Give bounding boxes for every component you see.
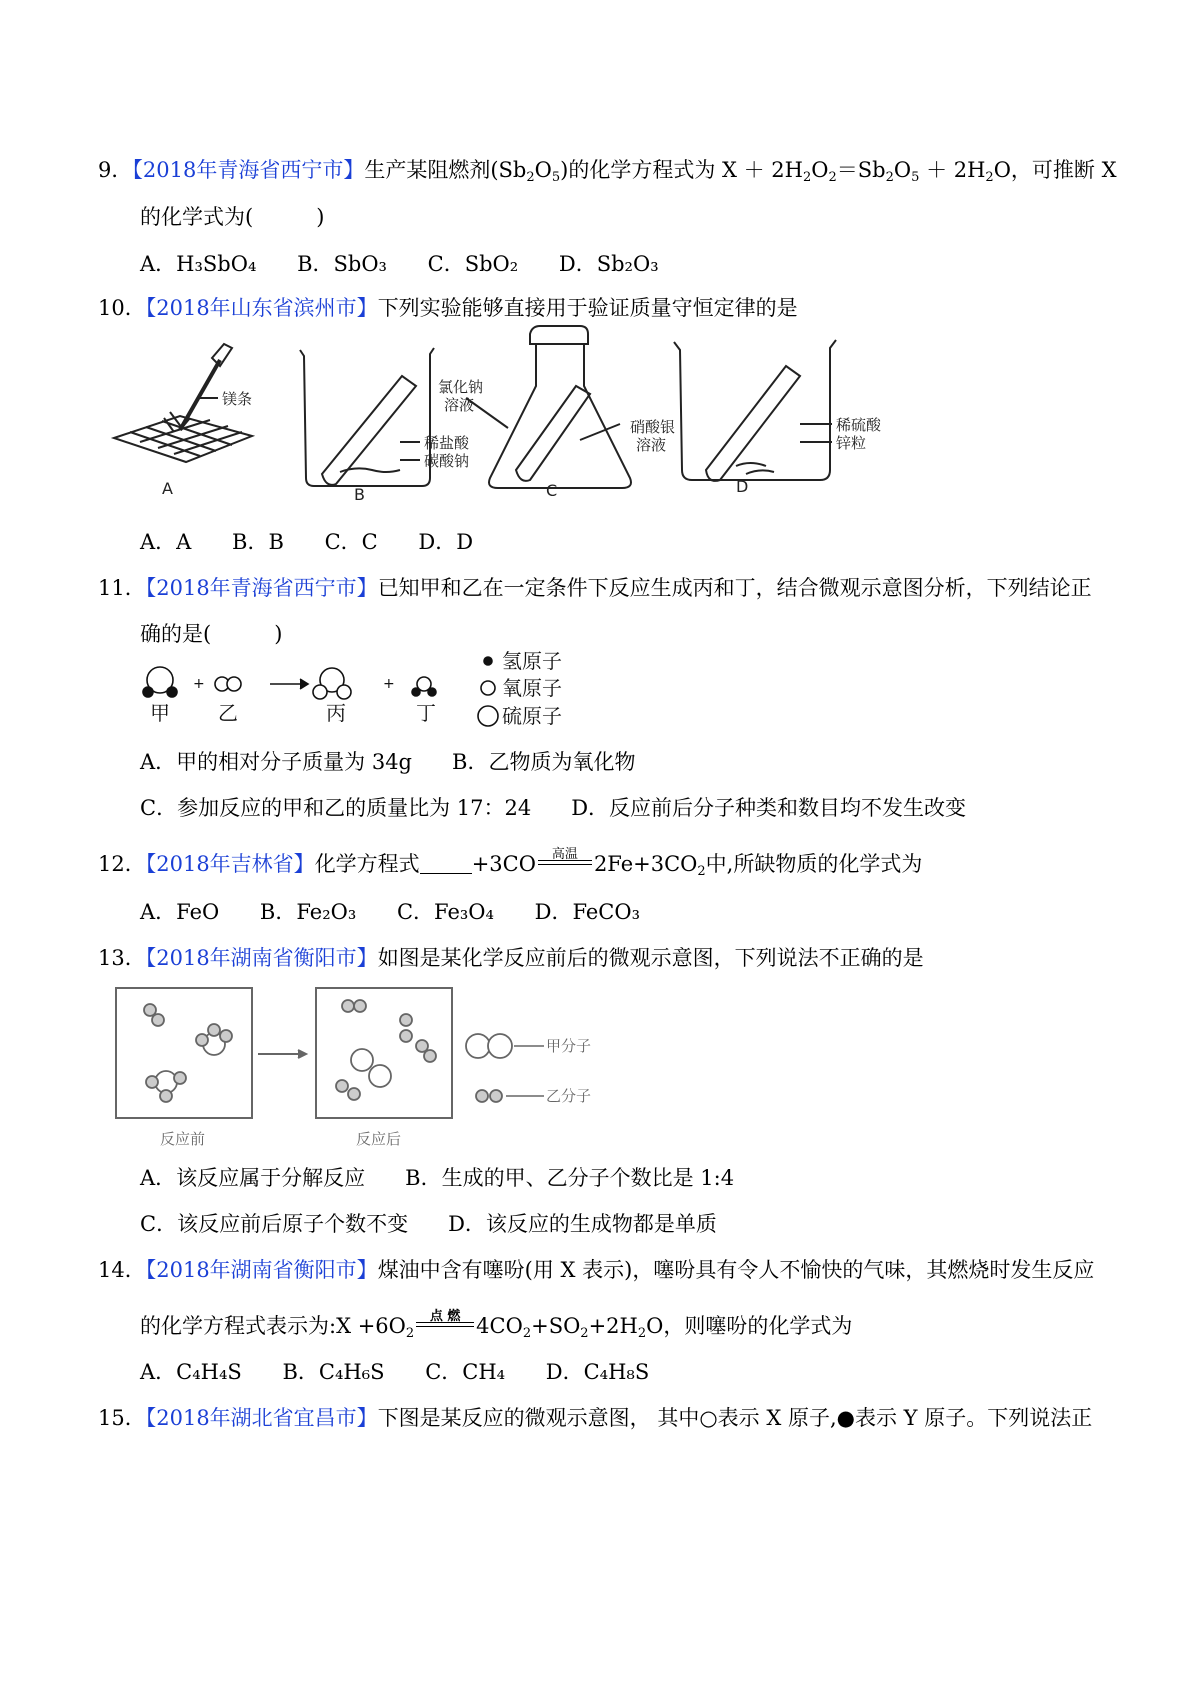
q14-stem-line1: 14．【2018年湖南省衡阳市】煤油中含有噻吩(用 X 表示)，噻吩具有令人不愉快的气味，其燃烧时发生反应 xyxy=(98,1258,1095,1282)
q10-c-text3: 硝酸银 xyxy=(630,418,676,436)
q15-stem-line1: 15．【2018年湖北省宜昌市】下图是某反应的微观示意图， 其中○表示 X 原子,●表示 Y 原子。下列说法正 xyxy=(98,1406,1093,1430)
q11-option-b[interactable]: B．乙物质为氧化物 xyxy=(452,750,636,774)
q9-source: 【2018年青海省西宁市】 xyxy=(132,158,365,182)
q11-label-ding: 丁 xyxy=(416,701,436,725)
q12-option-c[interactable]: C．Fe₃O₄ xyxy=(396,900,494,924)
q10-c-apparatus xyxy=(489,326,631,488)
q13-options-row1 xyxy=(140,1164,734,1192)
q11-source: 【2018年青海省西宁市】 xyxy=(145,576,378,600)
q12-option-d[interactable]: D．FeCO₃ xyxy=(534,900,641,924)
q12-answer-blank[interactable] xyxy=(420,855,472,874)
q10-c-text2: 溶液 xyxy=(444,396,475,414)
q10-b-apparatus xyxy=(300,348,434,486)
q9-options xyxy=(140,250,693,278)
q10-b-label: B xyxy=(354,485,365,504)
q13-before-label: 反应前 xyxy=(160,1130,206,1148)
q14-stem-line2: 的化学方程式表示为:X $+6O_2$ 点 燃 $4CO_2+SO_2+2H_2O$，则噻吩的化学式为 xyxy=(140,1309,853,1341)
q9-stem-line1: 9．【2018年青海省西宁市】生产某阻燃剂$(Sb_2O_5)$的化学方程式为 $X + 2H_2O_2=Sb_2O_5 + 2H_2O$，可推断 X xyxy=(98,158,1117,185)
q11-label-yi: 乙 xyxy=(218,701,238,725)
q10-d-text2: 锌粒 xyxy=(836,434,867,452)
q11-options-row2 xyxy=(140,794,966,822)
q14-options xyxy=(140,1358,683,1386)
q10-a-text: 镁条 xyxy=(222,390,253,408)
q12-source: 【2018年吉林省】 xyxy=(145,852,315,876)
q11-legend-o: 氧原子 xyxy=(502,676,562,700)
q14-option-a[interactable]: A．C₄H₄S xyxy=(140,1360,242,1384)
q13-options-row2 xyxy=(140,1210,717,1238)
q13-legend-jia: 甲分子 xyxy=(546,1037,592,1055)
q9-stem-line2: 的化学式为( ) xyxy=(140,205,325,229)
q10-b-text2: 碳酸钠 xyxy=(424,452,470,470)
q9-option-b[interactable]: B．SbO₃ xyxy=(297,252,387,276)
q10-option-b[interactable]: B．B xyxy=(232,530,284,554)
q11-legend-h: 氢原子 xyxy=(502,649,562,673)
q10-source: 【2018年山东省滨州市】 xyxy=(145,296,378,320)
q11-option-a[interactable]: A．甲的相对分子质量为 34g xyxy=(140,750,413,774)
q10-c-text1: 氯化钠 xyxy=(438,378,484,396)
q10-d-text1: 稀硫酸 xyxy=(836,416,882,434)
q11-option-c[interactable]: C．参加反应的甲和乙的质量比为 17：24 xyxy=(140,796,532,820)
q15-source: 【2018年湖北省宜昌市】 xyxy=(145,1406,378,1430)
q10-c-label: C xyxy=(546,481,558,500)
q13-stem: 13．【2018年湖南省衡阳市】如图是某化学反应前后的微观示意图，下列说法不正确的是 xyxy=(98,946,924,970)
q11-options-row1 xyxy=(140,748,635,776)
q10-d-apparatus xyxy=(674,340,836,481)
q13-legend-yi: 乙分子 xyxy=(546,1087,592,1105)
q9-option-c[interactable]: C．SbO₂ xyxy=(427,252,519,276)
q10-a-label: A xyxy=(162,479,173,498)
q13-option-a[interactable]: A．该反应属于分解反应 xyxy=(140,1166,366,1190)
q11-micro-diagram xyxy=(130,648,590,728)
q9-option-a[interactable]: A．H₃SbO₄ xyxy=(140,252,257,276)
q14-option-b[interactable]: B．C₄H₆S xyxy=(282,1360,385,1384)
q12-stem: 12．【2018年吉林省】化学方程式 +3CO 高温 $2Fe+3CO_2$中,所缺物质的化学式为 xyxy=(98,847,923,879)
q13-option-c[interactable]: C．该反应前后原子个数不变 xyxy=(140,1212,409,1236)
q11-label-bing: 丙 xyxy=(326,701,346,725)
q10-b-text1: 稀盐酸 xyxy=(424,434,470,452)
q10-stem: 10．【2018年山东省滨州市】下列实验能够直接用于验证质量守恒定律的是 xyxy=(98,296,798,320)
q12-reaction-sign: 高温 xyxy=(536,851,594,873)
q10-c-text4: 溶液 xyxy=(636,436,667,454)
q14-reaction-sign: 点 燃 xyxy=(414,1313,476,1335)
q9-option-d[interactable]: D．Sb₂O₃ xyxy=(558,252,659,276)
q11-stem-line1: 11．【2018年青海省西宁市】已知甲和乙在一定条件下反应生成丙和丁，结合微观示意图分析，下列结论正 xyxy=(98,576,1092,600)
q12-option-b[interactable]: B．Fe₂O₃ xyxy=(259,900,357,924)
q10-d-label: D xyxy=(736,477,749,496)
q13-option-d[interactable]: D．该反应的生成物都是单质 xyxy=(448,1212,717,1236)
q12-option-a[interactable]: A．FeO xyxy=(140,900,220,924)
q11-option-d[interactable]: D．反应前后分子种类和数目均不发生改变 xyxy=(571,796,967,820)
q10-options xyxy=(140,528,507,556)
q13-micro-diagram xyxy=(110,986,620,1150)
q11-figure xyxy=(130,648,590,728)
q10-option-d[interactable]: D．D xyxy=(418,530,474,554)
q13-after-label: 反应后 xyxy=(356,1130,402,1148)
q14-option-c[interactable]: C．CH₄ xyxy=(425,1360,506,1384)
q10-figure xyxy=(100,320,1060,510)
q13-source: 【2018年湖南省衡阳市】 xyxy=(145,946,378,970)
q11-legend-s: 硫原子 xyxy=(502,704,562,728)
q11-label-jia: 甲 xyxy=(150,701,170,725)
q10-option-a[interactable]: A．A xyxy=(140,530,192,554)
q12-options xyxy=(140,898,674,926)
q13-figure xyxy=(110,986,620,1150)
q10-apparatus-diagram xyxy=(100,320,1060,510)
q11-stem-line2: 确的是( ) xyxy=(140,622,283,646)
q10-option-c[interactable]: C．C xyxy=(324,530,378,554)
q13-option-b[interactable]: B．生成的甲、乙分子个数比是 1:4 xyxy=(405,1166,735,1190)
svg-text:+: + xyxy=(383,676,395,692)
q14-source: 【2018年湖南省衡阳市】 xyxy=(145,1258,378,1282)
q14-option-d[interactable]: D．C₄H₈S xyxy=(545,1360,650,1384)
svg-text:+: + xyxy=(193,676,205,692)
